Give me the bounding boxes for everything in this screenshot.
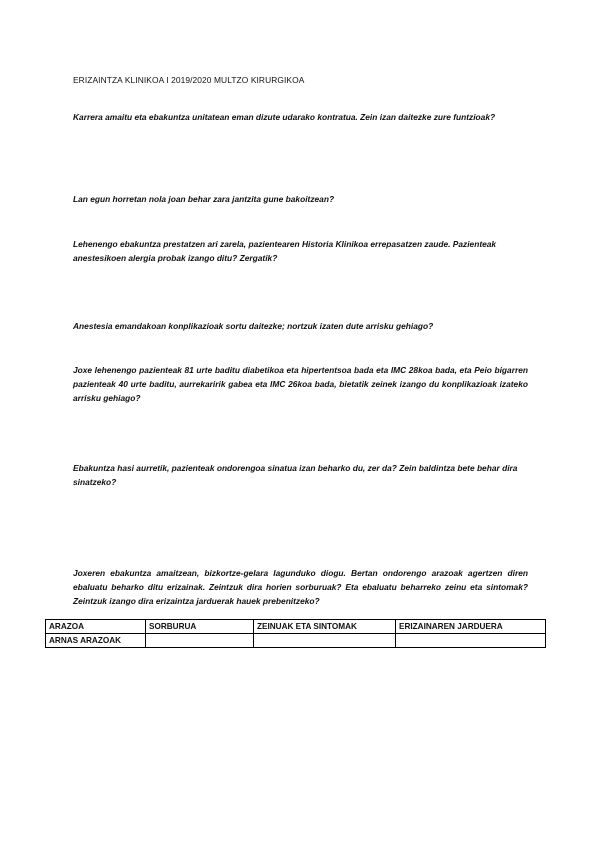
table-cell <box>254 634 396 648</box>
table-header-row <box>46 620 546 634</box>
table-cell: ARNAS ARAZOAK <box>46 634 146 648</box>
document-title: ERIZAINTZA KLINIKOA I 2019/2020 MULTZO KIRURGIKOA <box>73 75 305 85</box>
table-cell <box>146 634 254 648</box>
question-4: Anestesia emandakoan konplikazioak sortu daitezke; nortzuk izaten dute arrisku gehiago? <box>73 321 434 331</box>
table-header-cell: ERIZAINAREN JARDUERA <box>396 620 546 634</box>
table-row <box>46 634 546 648</box>
question-5: Joxe lehenengo pazienteak 81 urte baditu diabetikoa eta hipertentsoa bada eta IMC 28koa bada, eta Peio bigarren pazienteak 40 urte baditu, aurrekaririk gabea eta IMC 26koa bada, bietatik zeinek izango du konplikazioak izateko arrisku gehiago? <box>73 365 528 403</box>
table-header-cell: SORBURUA <box>146 620 254 634</box>
question-1: Karrera amaitu eta ebakuntza unitatean eman dizute udarako kontratua. Zein izan daitezke zure funtzioak? <box>73 112 496 122</box>
question-2: Lan egun horretan nola joan behar zara jantzita gune bakoitzean? <box>73 194 335 204</box>
table-cell <box>396 634 546 648</box>
problems-table <box>45 619 546 648</box>
question-3: Lehenengo ebakuntza prestatzen ari zarela, pazientearen Historia Klinikoa errepasatzen zaude. Pazienteak anestesikoen alergia probak izango ditu? Zergatik? <box>73 239 497 263</box>
question-7: Joxeren ebakuntza amaitzean, bizkortze-gelara lagunduko diogu. Bertan ondorengo arazoak agertzen diren ebaluatu beharko ditu erizainak. Zeintzuk dira horien sorburuak? Eta ebaluatu beharreko zeinu eta sintomak? Zeintzuk izango dira erizaintza jarduerak hauek prebenitzeko? <box>73 568 528 606</box>
question-6: Ebakuntza hasi aurretik, pazienteak ondorengoa sinatua izan beharko du, zer da? Zein baldintza bete behar dira sinatzeko? <box>73 463 518 487</box>
table-header-cell: ZEINUAK ETA SINTOMAK <box>254 620 396 634</box>
table-header-cell: ARAZOA <box>46 620 146 634</box>
